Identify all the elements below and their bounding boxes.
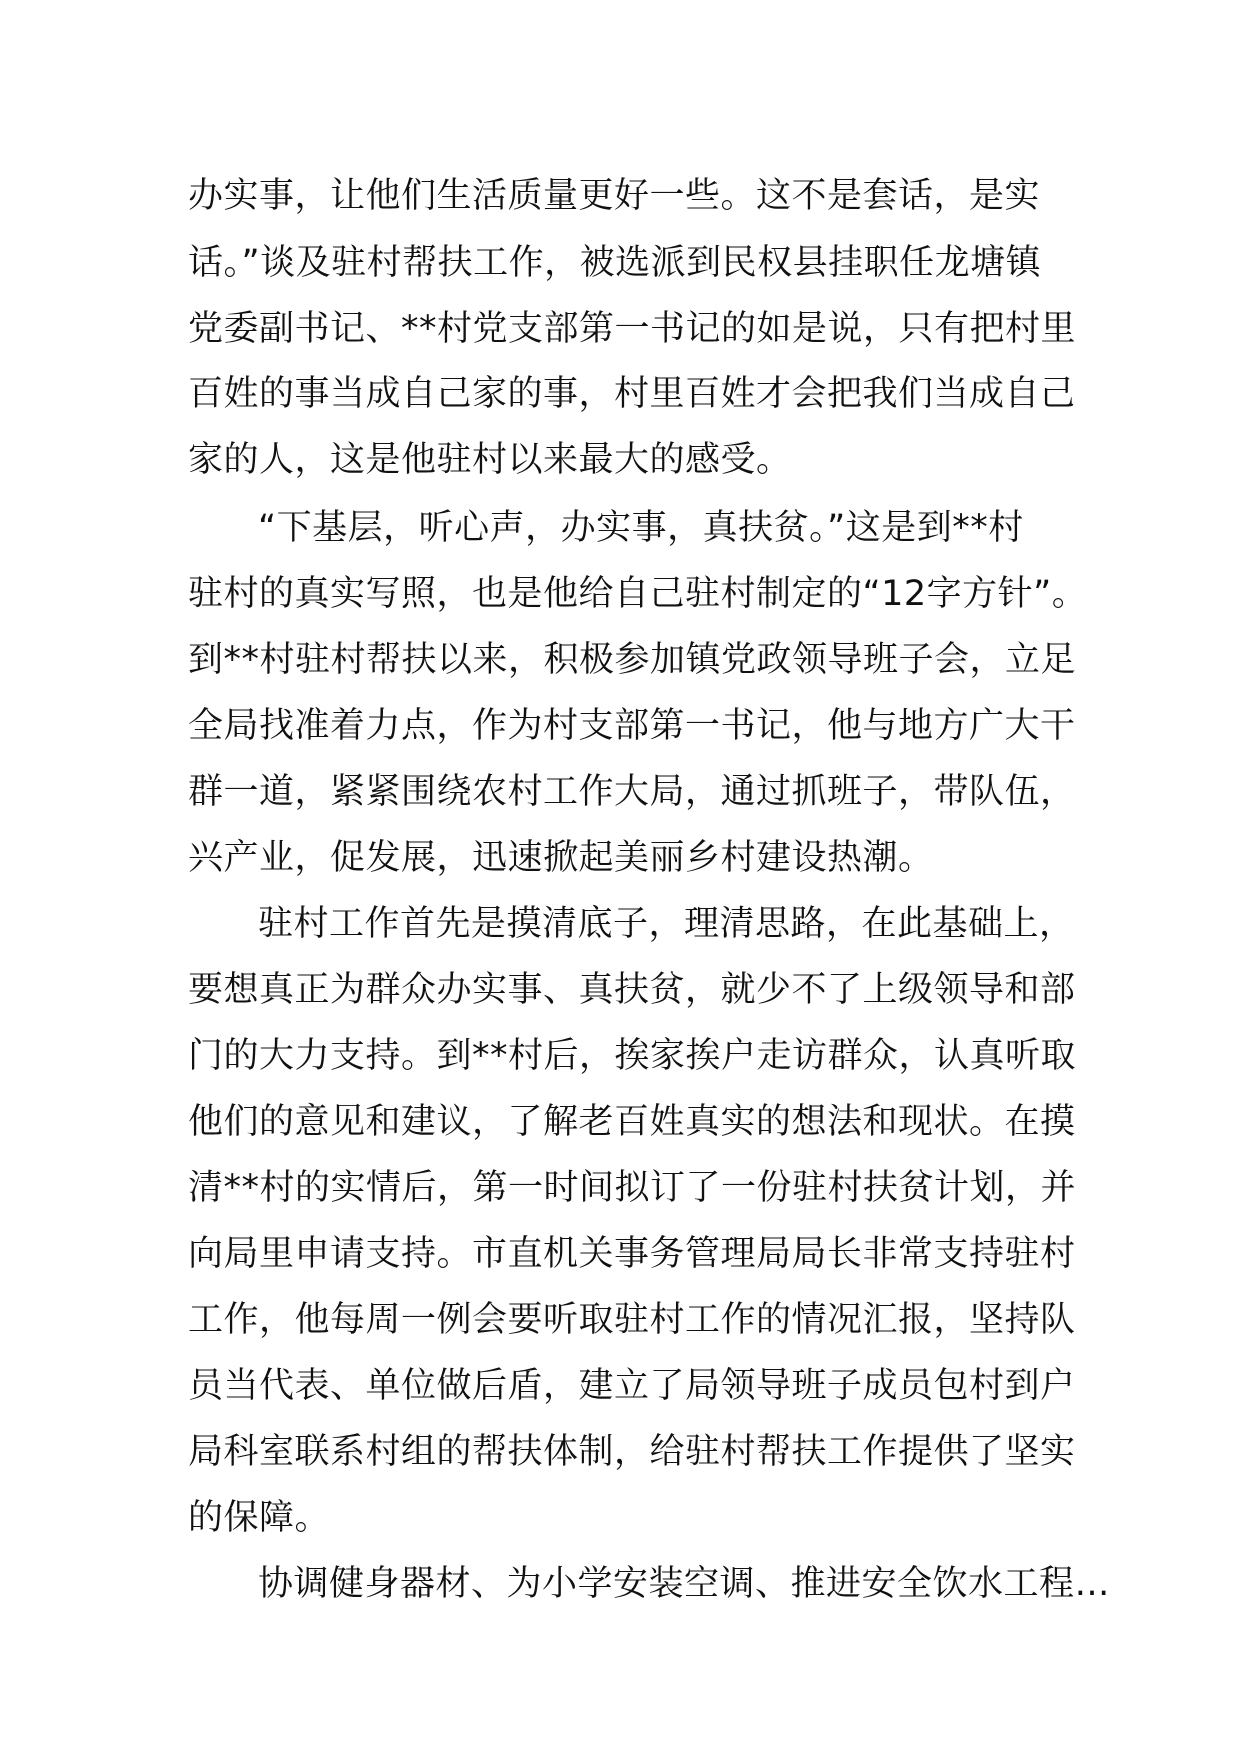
text-line: 门的大力支持。到**村后，挨家挨户走访群众，认真听取 [188, 1036, 1077, 1076]
text-line: 兴产业，促发展，迅速掀起美丽乡村建设热潮。 [188, 838, 934, 878]
text-line: 党委副书记、**村党支部第一书记的如是说，只有把村里 [188, 309, 1077, 349]
text-line: 驻村的真实写照，也是他给自己驻村制定的“12字方针”。 [188, 574, 1088, 614]
text-line: 百姓的事当成自己家的事，村里百姓才会把我们当成自己 [188, 374, 1076, 414]
text-line: 话。”谈及驻村帮扶工作，被选派到民权县挂职任龙塘镇 [188, 243, 1042, 283]
text-line: 的保障。 [188, 1498, 331, 1538]
text-line: 到**村驻村帮扶以来，积极参加镇党政领导班子会，立足 [188, 640, 1077, 680]
text-line: 员当代表、单位做后盾，建立了局领导班子成员包村到户 [188, 1366, 1076, 1406]
text-line: 局科室联系村组的帮扶体制，给驻村帮扶工作提供了坚实 [188, 1432, 1076, 1472]
text-line: 办实事，让他们生活质量更好一些。这不是套话，是实 [188, 176, 1041, 216]
text-line: 他们的意见和建议，了解老百姓真实的想法和现状。在摸 [188, 1102, 1076, 1142]
text-line: 要想真正为群众办实事、真扶贫，就少不了上级领导和部 [188, 970, 1076, 1010]
paragraph-start-line: “下基层，听心声，办实事，真扶贫。”这是到**村 [258, 508, 1024, 548]
paragraph-start-line: 驻村工作首先是摸清底子，理清思路，在此基础上， [258, 904, 1075, 944]
text-line: 全局找准着力点，作为村支部第一书记，他与地方广大干 [188, 706, 1076, 746]
text-line: 群一道，紧紧围绕农村工作大局，通过抓班子，带队伍， [188, 772, 1076, 812]
text-line: 家的人，这是他驻村以来最大的感受。 [188, 440, 792, 480]
text-line: 工作，他每周一例会要听取驻村工作的情况汇报，坚持队 [188, 1300, 1076, 1340]
text-line: 向局里申请支持。市直机关事务管理局局长非常支持驻村 [188, 1234, 1076, 1274]
text-line: 清**村的实情后，第一时间拟订了一份驻村扶贫计划，并 [188, 1168, 1077, 1208]
paragraph-start-line: 协调健身器材、为小学安装空调、推进安全饮水工程… [258, 1564, 1111, 1604]
